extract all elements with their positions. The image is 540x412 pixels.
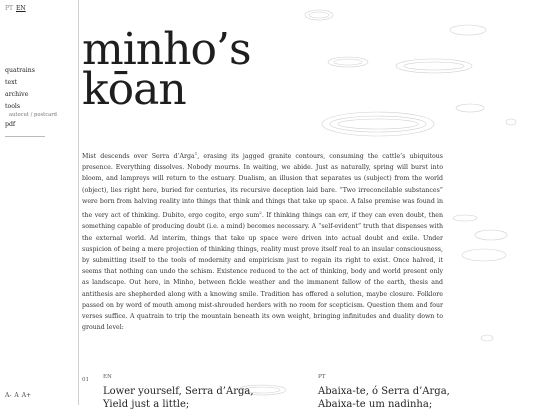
poem-en-line-2: Yield just a little;	[103, 399, 190, 410]
language-switch	[5, 5, 29, 12]
nav-tools-sub[interactable]: autocut / postcard	[9, 112, 58, 118]
nav-divider	[5, 136, 45, 137]
essay-paragraph: Mist descends over Serra d’Arga$^1$, erasing its jagged granite contours, consuming the cattle’s ubiquitous presence. Everything dissolves. Nobody mourns. In waiting, we abide. Just as naturally, spring will burst into bloom, and lampreys will return to the estuary. Dualism, an illusion that separates us (subject) from the world (object), lies right here, buried for centuries, its recursive deception laid bare. “Two irreconcilable substances” were born from halving reality into things that think and things that take up space. A false premise was found in the very act of thinking. Dubito, ergo cogito, ergo sum$^2$. If thinking things can err, if they can even doubt, then something capable of producing doubt (i.e. a mind) becomes necessary. A “self-evident” truth that dispenses with the external world. Ad interim, things that take up space were driven into actual doubt and exile. Under suspicion of being a mere projection of thinking things, reality must prove itself real to an insular consciousness, by submitting itself to the tools of modernity and empiricism just to regain its right to exist. Once halved, it seems that nothing can undo the schism. Existence reduced to the act of thinking, body and world present only as landscape. Out here, in Minho, between fickle weather and the immanent fallow of the earth, thesis and antithesis are shepherded along with a knowing smile. Tradition has offered a solution, maybe closure. Folklore passed on by word of mouth among mist-shrouded herders with no room for scepticism. Question them and four verses suffice. A quatrain to trip the mountain beneath its own weight, bringing infinitudes and duality down to ground level:	[82, 151, 444, 332]
poem-en-label: EN	[103, 374, 112, 380]
main-nav	[5, 65, 57, 137]
title-line-2: kōan	[82, 64, 186, 115]
nav-tools[interactable]: tools	[5, 103, 21, 110]
poem-pt-line-1: Abaixa-te, ó Serra d’Arga,	[318, 386, 450, 397]
sidebar	[0, 0, 79, 405]
poem-pt-line-2: Abaixa-te um nadinha;	[318, 399, 433, 410]
poem-pt-label: PT	[318, 374, 326, 380]
lang-en[interactable]: EN	[16, 5, 26, 12]
poem-number: 01	[82, 377, 89, 383]
nav-archive[interactable]: archive	[5, 91, 29, 98]
font-size-controls	[5, 392, 34, 399]
nav-quatrains[interactable]: quatrains	[5, 67, 35, 74]
nav-text[interactable]: text	[5, 79, 18, 86]
font-larger-button[interactable]: A+	[21, 392, 32, 399]
page-title	[82, 24, 251, 115]
font-default-button[interactable]: A	[14, 392, 19, 399]
font-smaller-button[interactable]: A-	[5, 392, 12, 399]
lang-pt[interactable]: PT	[5, 5, 14, 12]
footnote-mark[interactable]: 2	[259, 210, 262, 216]
footnote-mark[interactable]: 1	[194, 151, 198, 156]
nav-pdf[interactable]: pdf	[5, 121, 16, 128]
title-line-1: minho’s	[82, 24, 251, 75]
poem-en-line-1: Lower yourself, Serra d’Arga,	[103, 386, 254, 397]
